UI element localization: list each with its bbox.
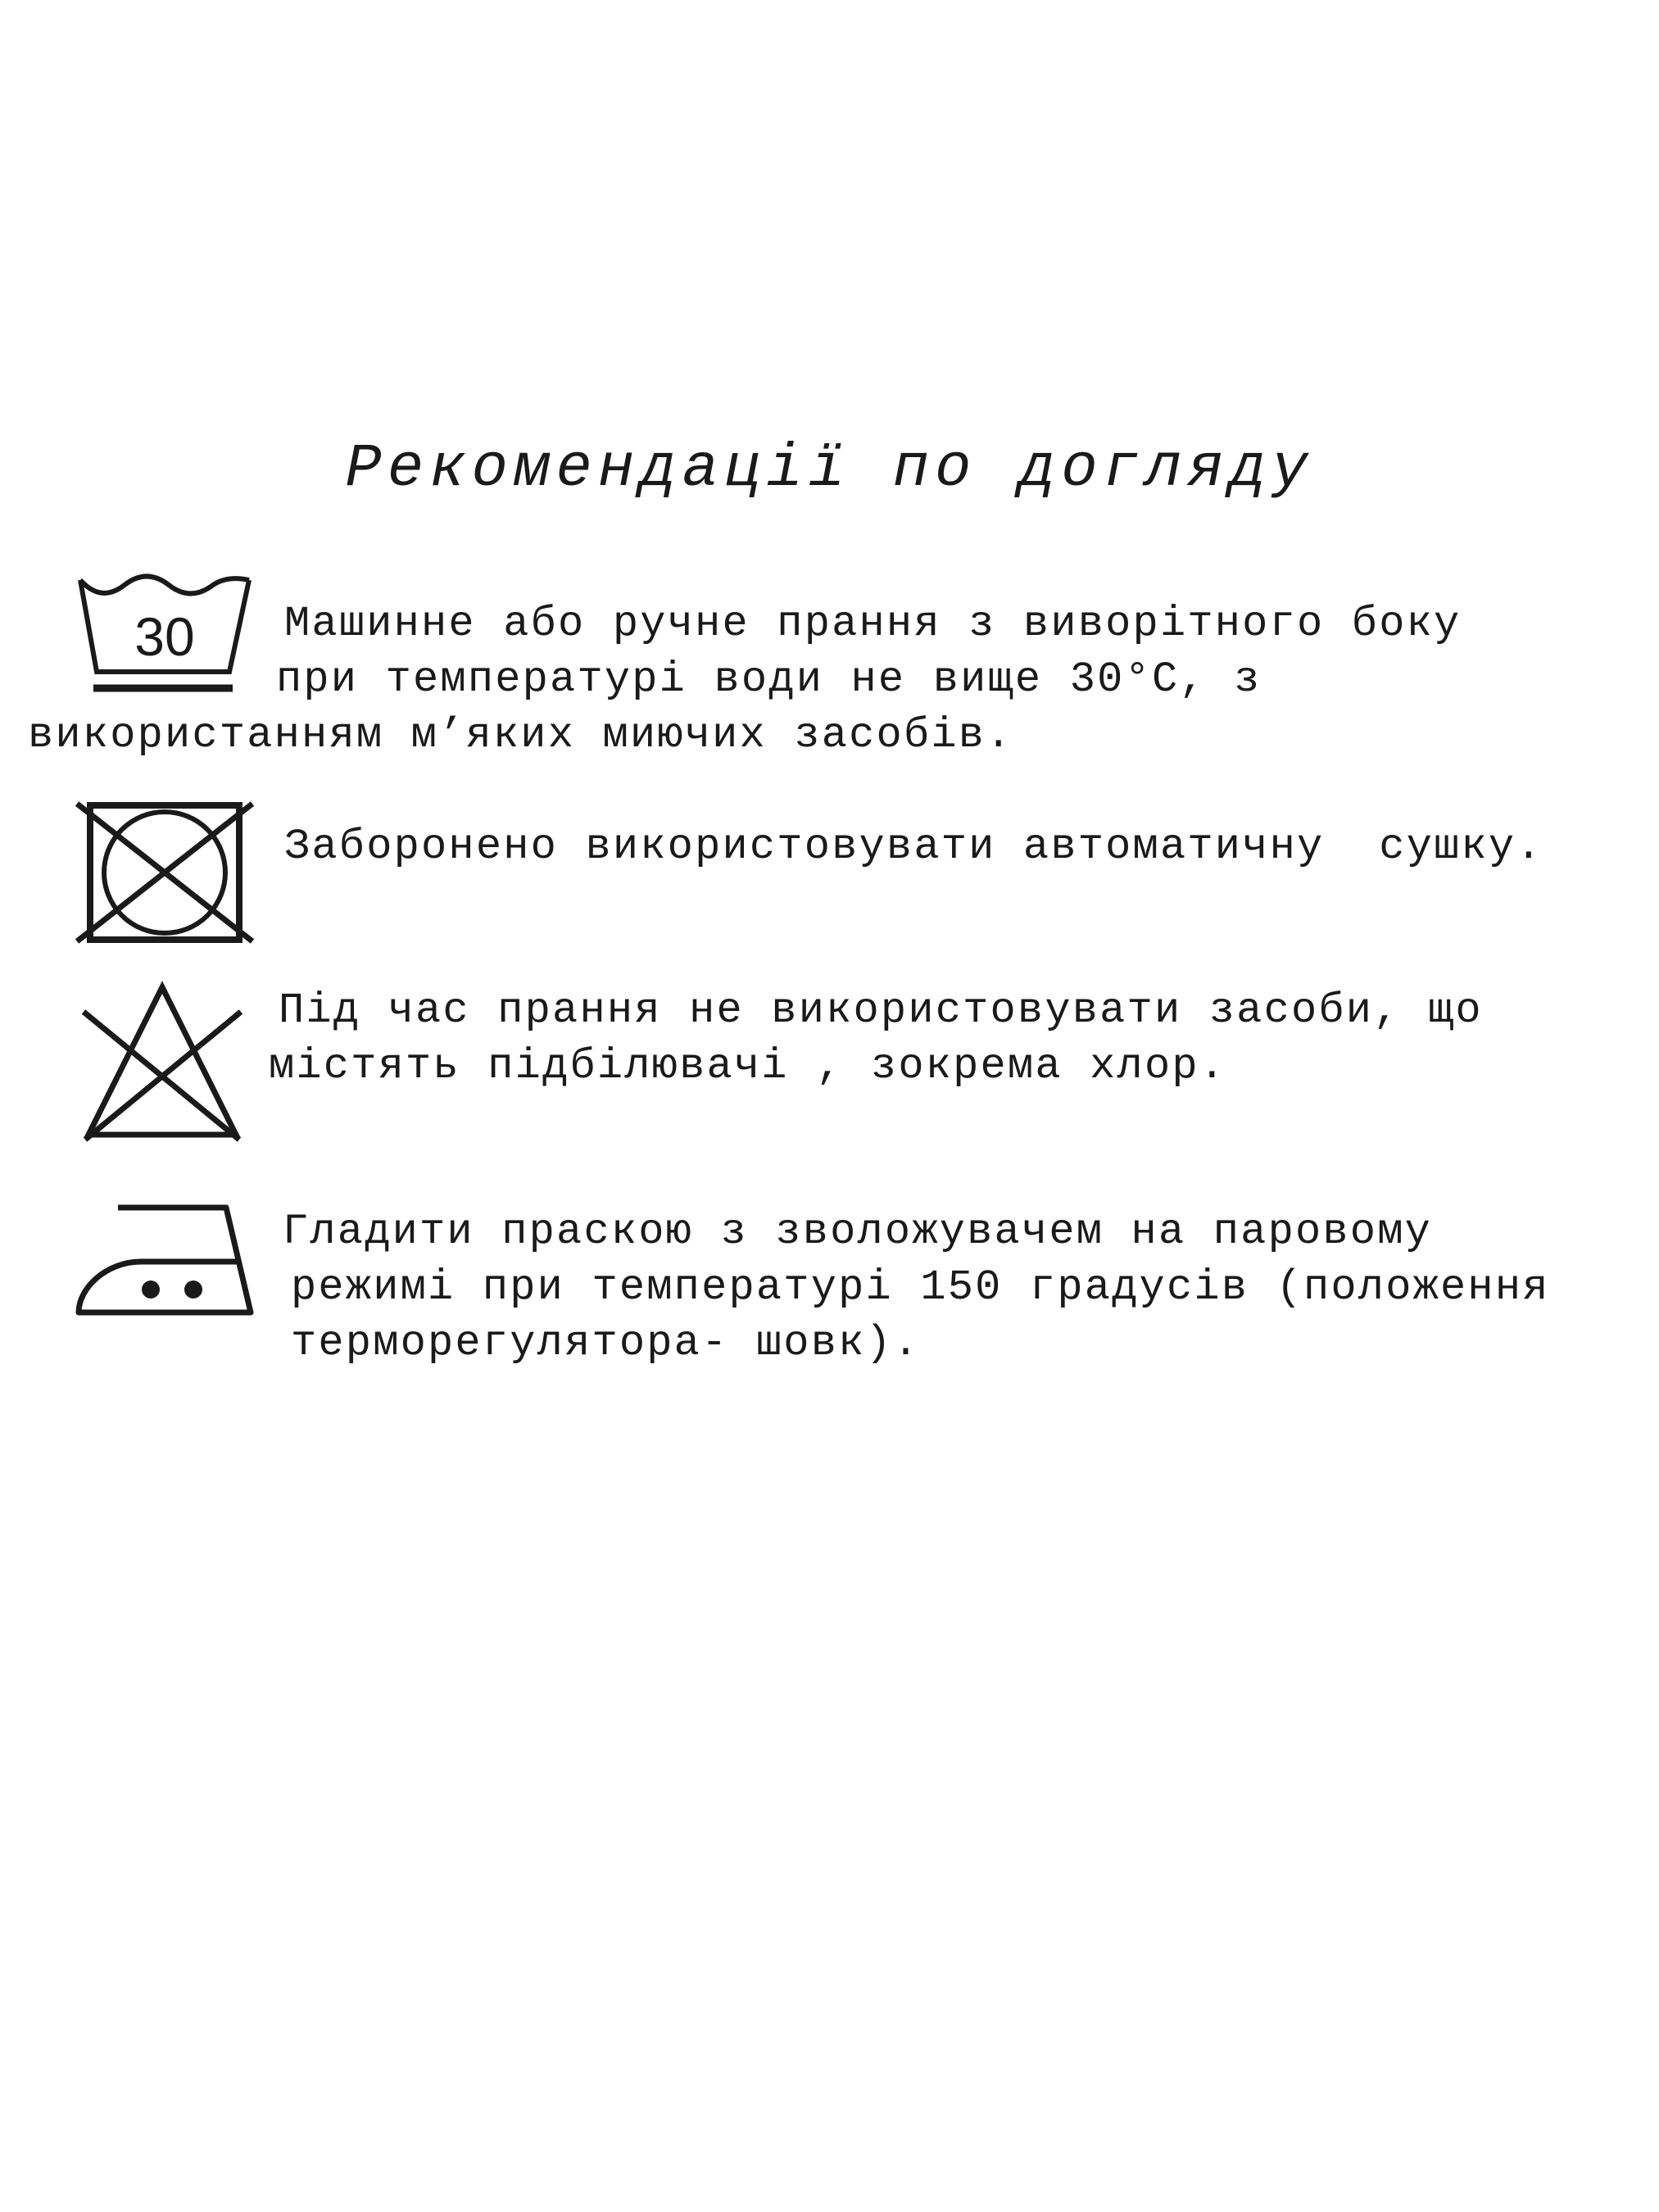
wash-text-line-1: Машинне або ручне прання з виворітного боку (284, 600, 1462, 648)
no-bleach-icon (80, 979, 244, 1143)
no-tumble-dry-icon (74, 799, 256, 946)
bleach-text-line-1: Під час прання не використовувати засоби, що (279, 986, 1483, 1035)
wash-temperature-label: 30 (134, 606, 195, 667)
iron-text-line-1: Гладити праскою з зволожувачем на паровому (283, 1208, 1433, 1256)
dry-text-line-1: Заборонено використовувати автоматичну сушку. (284, 823, 1543, 871)
wash-text-line-3: використанням м’яких миючих засобів. (28, 711, 1013, 759)
wash-30-icon (74, 573, 256, 698)
iron-text-line-2: режимі при температурі 150 градусів (положення (291, 1263, 1550, 1312)
wash-text-line-2: при температурі води не вище 30°С, з (276, 655, 1262, 704)
iron-two-dots-icon (74, 1198, 256, 1319)
bleach-text-line-2: містять підбілювачі , зокрема хлор. (269, 1042, 1227, 1090)
page-title: Рекомендації по догляду (345, 435, 1314, 504)
iron-text-line-3: терморегулятора- шовк). (291, 1319, 921, 1367)
